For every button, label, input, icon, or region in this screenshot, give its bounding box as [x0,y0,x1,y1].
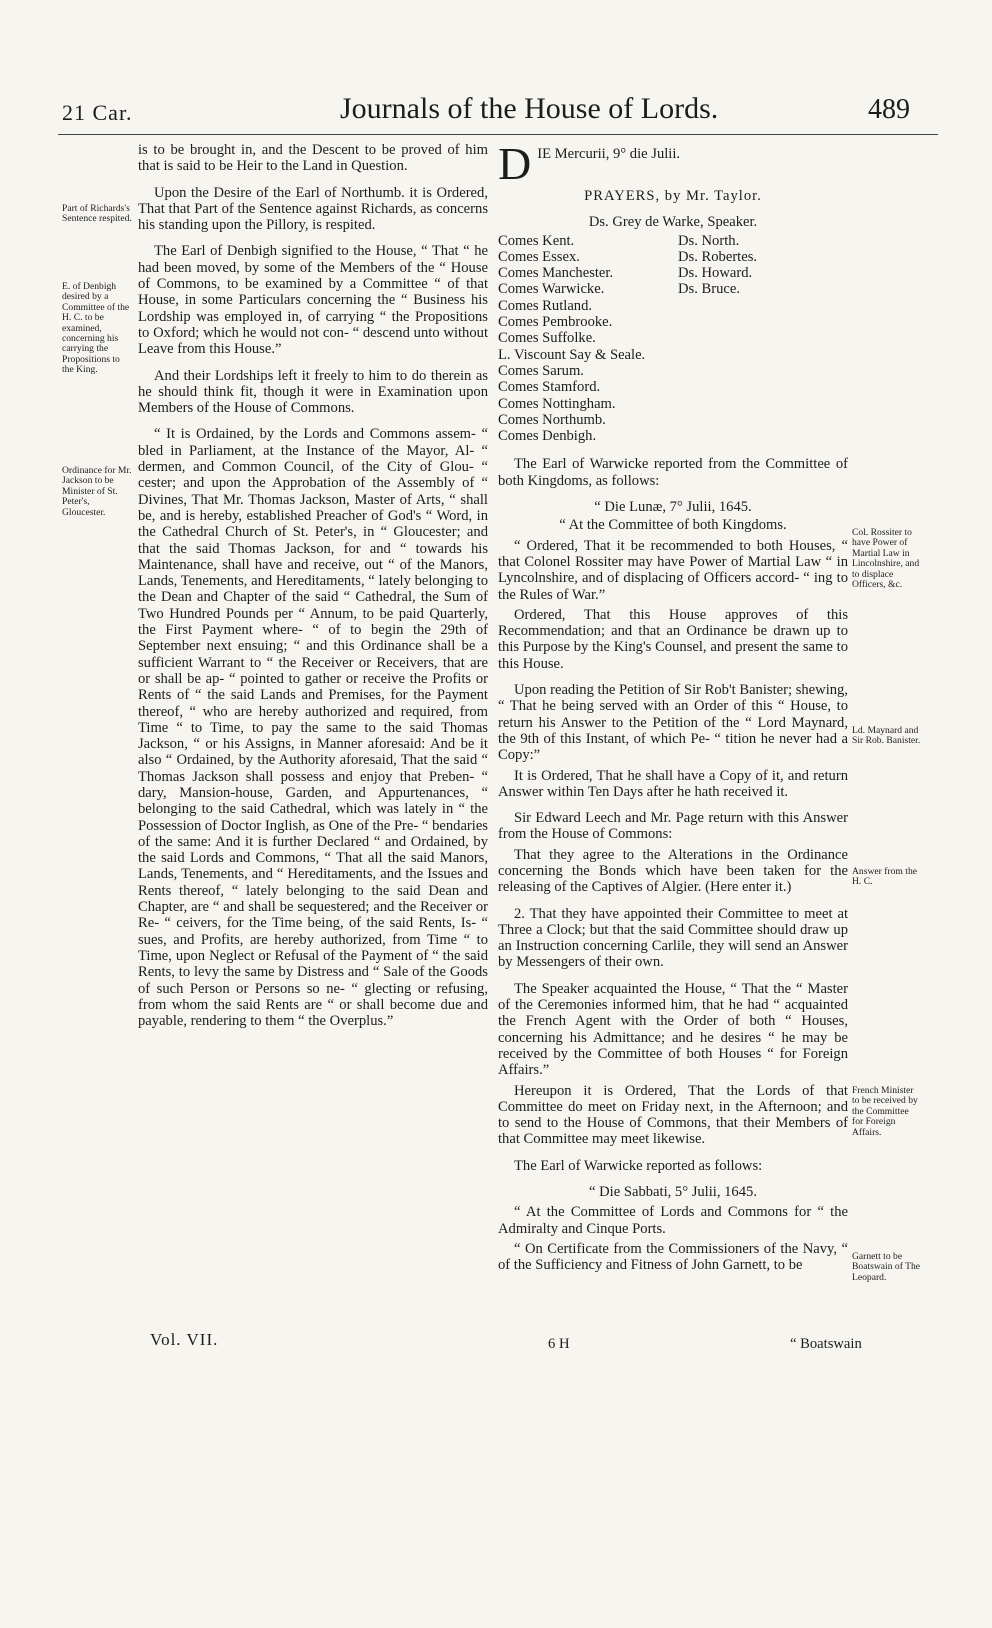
page-number: 489 [868,94,910,125]
margin-note: French Minister to be received by the Committee for Foreign Affairs. [852,1085,918,1138]
attendance-list [498,233,848,445]
paragraph: “ Ordered, That it be recommended to both Houses, “ that Colonel Rossiter may have Power of Martial Law “ in Lyncolnshire, and of displacing of Officers accord- “ ing to the Rules of War.” [498,537,848,603]
paragraph: 2. That they have appointed their Committee to meet at Three a Clock; but that the said Committee should draw up an Instruction concerning Carlile, they will send an Answer by Messengers of their own. [498,905,848,971]
committee-heading: “ At the Committee of Lords and Commons for “ the Admiralty and Cinque Ports. [498,1204,848,1237]
attendee-name: Comes Denbigh. [498,428,597,445]
attendee-name: Comes Manchester. [498,265,614,282]
paragraph: Upon reading the Petition of Sir Rob't Banister; shewing, “ That he being served with an Order of this “ House, to return his Answer to the Petition of the “ Lord Maynard, the 9th of this Instant, of which Pe- “ tition he never had a Copy:” [498,682,848,764]
paragraph: is to be brought in, and the Descent to be proved of him that is said to be Heir to the Land in Question. [138,142,488,175]
paragraph: Sir Edward Leech and Mr. Page return with this Answer from the House of Commons: [498,810,848,843]
dropcap: D [498,142,532,184]
left-column [138,142,488,1039]
ordinance-text: “ It is Ordained, by the Lords and Commons assem- “ bled in Parliament, at the Instance of the Mayor, Al- “ dermen, and Common Council, of the City of Glou- “ cester; and upon the Approbation of the Assembly of “ Divines, That Mr. Thomas Jackson, Master of Arts, “ shall be, and is hereby, established Preacher of God's “ Word, in the Cathedral Church of St. Peter's, in “ Gloucester; and that the said Thomas Jackson, for and “ towards his Maintenance, shall have and receive, out “ of the Manors, Lands, Tenements, and Hereditaments, “ lately belonging to the Dean and Chapter of the said “ Cathedral, the Sum of Two Hundred Pounds per “ Annum, to be paid Quarterly, the First Payment where- “ of to begin the 29th of September next ensuing; “ and this Ordinance shall be a sufficient Warrant to “ the Receiver or Receivers, that are or shall be ap- “ pointed to gather or receive the Profits or Rents of “ the said Lands and Premises, for the Payment thereof, “ who are hereby authorized and required, from Time “ to Time, to pay the same to the said Thomas Jackson, “ or his Assigns, in Manner aforesaid: And be it also “ Ordained, by the Authority aforesaid, That the said “ Thomas Jackson shall possess and enjoy that Preben- “ dary, Mansion-house, Garden, and Appurtenances, “ belonging to the said Cathedral, which was lately in “ the Possession of Doctor Inglish, as One of the Pre- “ bendaries of the same: And it is further Declared “ and Ordained, by the said Lords and Commons, “ That all the said Manors, Lands, Tenements, and “ Hereditaments, and the Issues and Rents thereof, “ lately belonging to the said Dean and Chapter, are “ and shall be sequestered; and the Receiver or Re- “ ceivers, for the Time being, of the said Rents, Is- “ sues, and Profits, are hereby authorized, from Time “ to Time, upon Neglect or Refusal of the Payment of “ the said Rents, to levy the same by Distress and “ Sale of the Goods of such Person or Persons so ne- “ glecting or refusing, from whom the said Rents are “ or shall become due and payable, rendering to them “ the Overplus.” [138,426,488,1030]
page-header [0,92,992,132]
catchword: “ Boatswain [790,1336,862,1352]
margin-note: E. of Denbigh desired by a Committee of the H. C. to be examined, concerning his carrying the Propositions to the King. [62,281,130,376]
volume-number: Vol. VII. [150,1330,219,1349]
page-title: Journals of the House of Lords. [340,92,719,125]
attendee-name: Comes Sarum. [498,362,584,379]
attendee-name: Comes Suffolke. [498,330,596,347]
paragraph: Hereupon it is Ordered, That the Lords of that Committee do meet on Friday next, in the Afternoon; and to send to the House of Commons, that their Members of that Committee may meet likewise. [498,1082,848,1148]
right-column [498,142,848,1284]
signature-mark: 6 H [548,1336,570,1352]
attendee-name: L. Viscount Say & Seale. [498,346,646,363]
date-heading: “ Die Lunæ, 7° Julii, 1645. [594,499,752,516]
paragraph: The Earl of Warwicke reported as follows: [514,1157,763,1174]
attendee-name: Comes Stamford. [498,379,601,396]
attendee-name: Comes Northumb. [498,411,606,428]
paragraph: The Speaker acquainted the House, “ That the “ Master of the Ceremonies informed him, that he had “ acquainted the French Agent with the Order of both “ Houses, concerning his Admittance; and he desires “ he may be received by the Committee of both Houses “ for Foreign Affairs.” [498,980,848,1079]
attendee-name: Comes Kent. [498,232,575,249]
margin-note: Part of Richards's Sentence respited. [62,203,132,225]
attendance-barons [678,233,848,445]
margin-note: Ld. Maynard and Sir Rob. Banister. [852,725,921,747]
attendee-name: Comes Rutland. [498,297,593,314]
paragraph: That they agree to the Alterations in the Ordinance concerning the Bonds which have been taken for the releasing of the Captives of Algier. (Here enter it.) [498,846,848,896]
date-heading: “ Die Sabbati, 5° Julii, 1645. [589,1184,757,1201]
paragraph: It is Ordered, That he shall have a Copy of it, and return Answer within Ten Days after he hath received it. [498,767,848,800]
margin-note: Garnett to be Boatswain of The Leopard. [852,1251,921,1283]
attendance-earls [498,233,678,445]
margin-note: Answer from the H. C. [852,866,918,888]
attendee-name: Comes Warwicke. [498,281,605,298]
attendee-name: Ds. Howard. [678,265,753,282]
attendee-name: Ds. North. [678,232,740,249]
paragraph: The Earl of Warwicke reported from the Committee of both Kingdoms, as follows: [498,456,848,489]
paragraph: And their Lordships left it freely to him to do therein as he should think fit, though it were in Examination upon Members of the House of Commons. [138,367,488,417]
attendee-name: Ds. Robertes. [678,248,758,265]
paragraph: “ On Certificate from the Commissioners of the Navy, “ of the Sufficiency and Fitness of John Garnett, to be [498,1240,848,1274]
attendee-name: Comes Pembrooke. [498,314,613,331]
paragraph: The Earl of Denbigh signified to the House, “ That “ he had been moved, by some of the Members of the “ House of Commons, to be examined by a Committee “ of that House, in some Particulars concerning the “ Business his Lordship was employed in, of carrying “ the Propositions to Oxford; which he would not con- “ descend unto without Leave from this House.” [138,243,488,358]
margin-note: Col. Rossiter to have Power of Martial Law in Lincolnshire, and to displace Officers, &c. [852,527,920,591]
attendee-name: Comes Essex. [498,248,580,265]
margin-note: Ordinance for Mr. Jackson to be Minister of St. Peter's, Gloucester. [62,465,132,518]
committee-heading: “ At the Committee of both Kingdoms. [559,517,787,534]
paragraph: Upon the Desire of the Earl of Northumb. it is Ordered, That that Part of the Sentence against Richards, as concerns his standing upon the Pillory, is respited. [138,184,488,234]
attendee-name: Ds. Bruce. [678,281,741,298]
date-line: IE Mercurii, 9° die Julii. [537,146,681,162]
speaker-line: Ds. Grey de Warke, Speaker. [588,214,758,231]
header-rule [58,134,938,135]
running-head: 21 Car. [62,100,133,125]
attendee-name: Comes Nottingham. [498,395,616,412]
prayers-line: PRAYERS, by Mr. Taylor. [584,188,762,204]
paragraph: Ordered, That this House approves of this Recommendation; and that an Ordinance be drawn up to this Purpose by the King's Counsel, and present the same to this House. [498,606,848,672]
